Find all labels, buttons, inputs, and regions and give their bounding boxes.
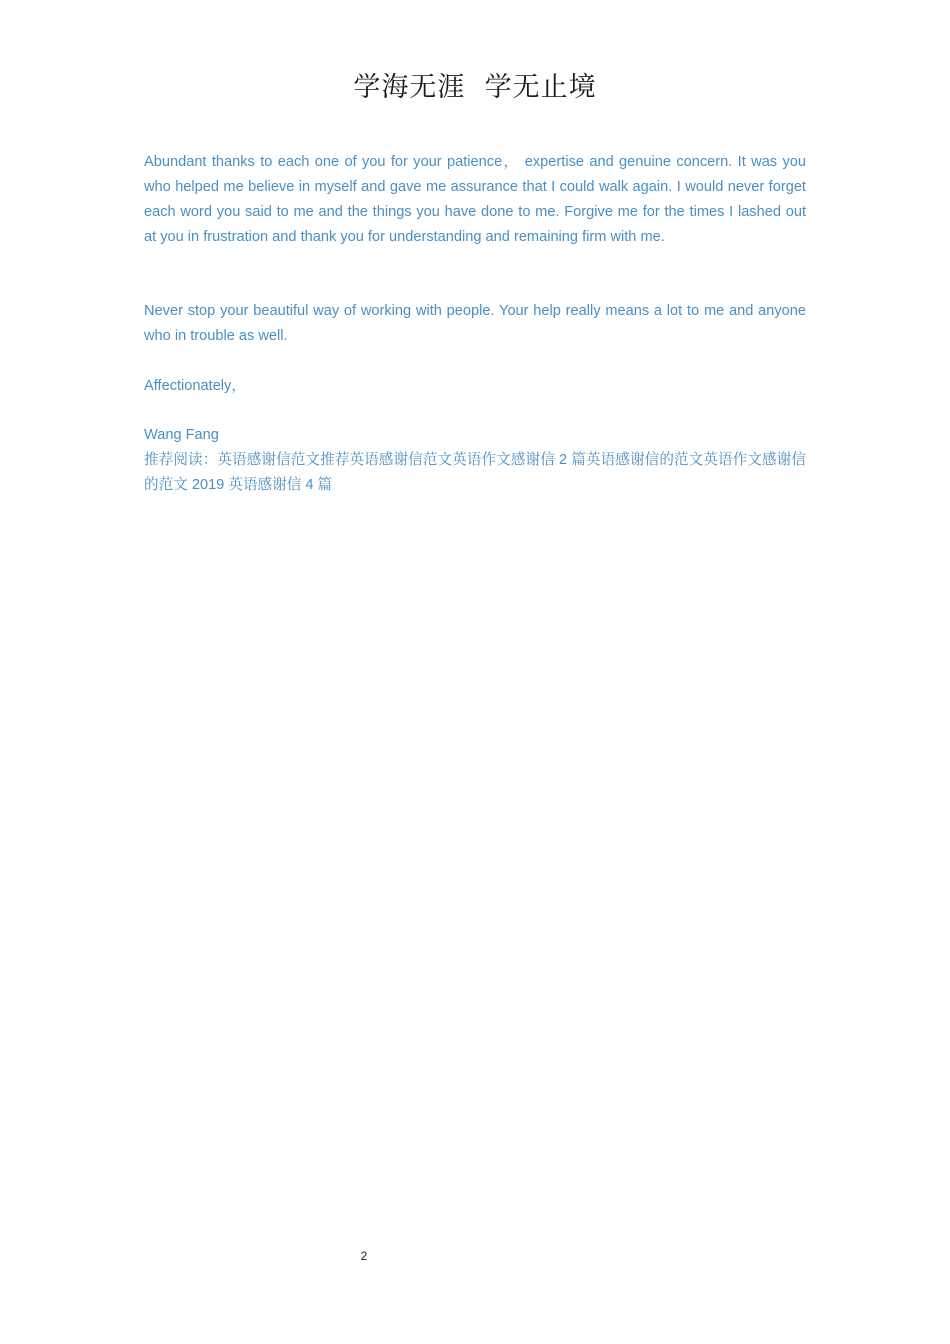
letter-signature: Wang Fang xyxy=(144,427,219,443)
letter-paragraph-2: Never stop your beautiful way of working with people. Your help really means a lot to me and anyone who in trouble as well. xyxy=(144,303,806,344)
letter-paragraph-1: Abundant thanks to each one of you for your patience， expertise and genuine concern. It was you who helped me believe in myself and gave me assurance that I could walk again. I would never forget each word you said to me and the things you have done to me. Forgive me for the times I lashed out at you in frustration and thank you for understanding and remaining firm with me. xyxy=(144,154,806,245)
letter-closing: Affectionately， xyxy=(144,378,246,394)
recommended-reading: 推荐阅读：英语感谢信范文推荐英语感谢信范文英语作文感谢信 2 篇英语感谢信的范文英语作文感谢信的范文 2019 英语感谢信 4 篇 xyxy=(144,452,806,493)
page-header-title: 学海无涯 学无止境 xyxy=(353,72,597,103)
page-number: 2 xyxy=(360,1249,368,1263)
